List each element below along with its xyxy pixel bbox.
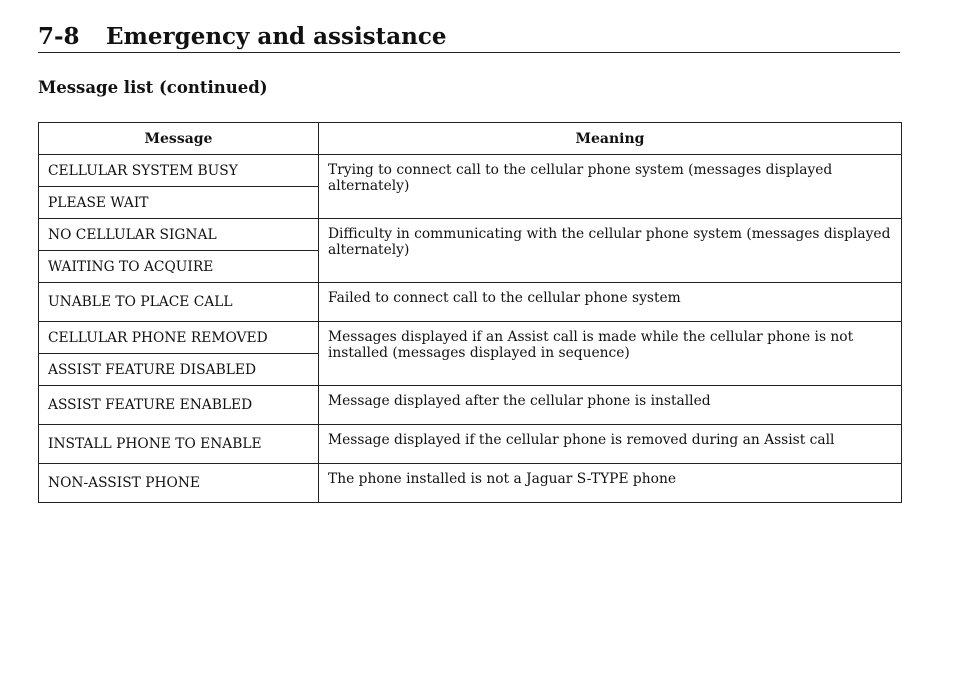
meaning-cell: Message displayed if the cellular phone is removed during an Assist call — [319, 425, 902, 464]
message-cell: UNABLE TO PLACE CALL — [39, 283, 319, 322]
chapter-title: Emergency and assistance — [106, 22, 447, 50]
table-row — [39, 464, 902, 503]
table-row — [39, 283, 902, 322]
chapter-number: 7-8 — [38, 22, 80, 50]
section-title: Message list (continued) — [38, 78, 268, 97]
meaning-cell: Messages displayed if an Assist call is made while the cellular phone is not installed (messages displayed in sequence) — [319, 322, 902, 386]
message-cell: WAITING TO ACQUIRE — [39, 251, 319, 283]
meaning-cell: Message displayed after the cellular phone is installed — [319, 386, 902, 425]
message-table — [38, 122, 902, 503]
message-cell: ASSIST FEATURE DISABLED — [39, 354, 319, 386]
message-cell: CELLULAR SYSTEM BUSY — [39, 155, 319, 187]
table-row — [39, 322, 902, 354]
message-cell: ASSIST FEATURE ENABLED — [39, 386, 319, 425]
table-row — [39, 386, 902, 425]
message-cell: NO CELLULAR SIGNAL — [39, 219, 319, 251]
meaning-cell: Difficulty in communicating with the cellular phone system (messages displayed alternately) — [319, 219, 902, 283]
meaning-cell: Failed to connect call to the cellular phone system — [319, 283, 902, 322]
table-row — [39, 425, 902, 464]
meaning-cell: The phone installed is not a Jaguar S-TYPE phone — [319, 464, 902, 503]
message-cell: CELLULAR PHONE REMOVED — [39, 322, 319, 354]
column-header-message: Message — [39, 123, 319, 155]
table-row — [39, 219, 902, 251]
table-header-row — [39, 123, 902, 155]
message-cell: INSTALL PHONE TO ENABLE — [39, 425, 319, 464]
page-header — [38, 20, 900, 53]
table-row — [39, 155, 902, 187]
message-cell: PLEASE WAIT — [39, 187, 319, 219]
column-header-meaning: Meaning — [319, 123, 902, 155]
meaning-cell: Trying to connect call to the cellular phone system (messages displayed alternately) — [319, 155, 902, 219]
message-cell: NON-ASSIST PHONE — [39, 464, 319, 503]
